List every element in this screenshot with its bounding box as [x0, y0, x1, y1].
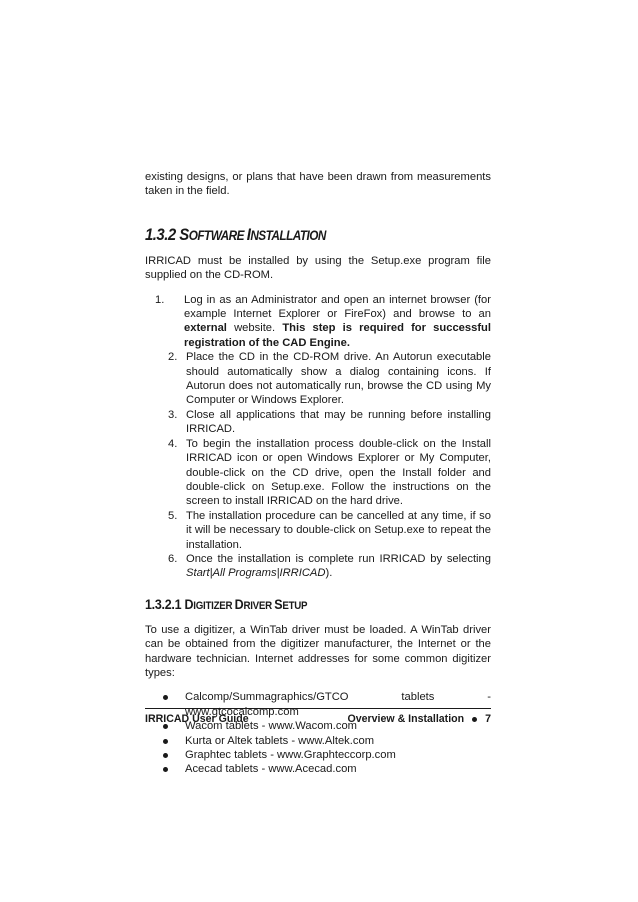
step-item: [145, 408, 491, 437]
list-item-text: Acecad tablets - www.Acecad.com: [185, 763, 357, 776]
step-item: [145, 552, 491, 581]
step-item: [145, 350, 491, 408]
step-item: [145, 437, 491, 509]
step-number: 6.: [168, 552, 178, 565]
list-item-text: Graphtec tablets - www.Graphteccorp.com: [185, 749, 396, 761]
subsection-title: [185, 597, 308, 612]
section-title-cap-i: I: [246, 224, 251, 244]
step-item: [145, 293, 491, 351]
list-item-spread-line: [185, 690, 491, 704]
step-text: Close all applications that may be running before installing IRRICAD.: [186, 408, 491, 436]
list-item: [145, 762, 491, 776]
footer-section-title: Overview & Installation: [347, 713, 465, 725]
subsection-title-rest-dr: RIVER: [243, 599, 275, 612]
step-bold-external: external: [184, 322, 227, 335]
subsection-title-rest-d: IGITIZER: [193, 599, 235, 612]
list-item-text: Calcomp/Summagraphics/GTCO: [185, 691, 349, 704]
step-text: Log in as an Administrator and open an internet browser (for example Internet Explorer or FireFox) and browse to an: [184, 293, 491, 321]
step-text-end: ).: [325, 567, 333, 580]
step-item: [145, 509, 491, 552]
list-item-text: Wacom tablets - www.Wacom.com: [185, 720, 357, 733]
section-title-cap-s: S: [179, 224, 189, 244]
digitizer-list: [145, 690, 491, 776]
step-number: 3.: [168, 408, 178, 421]
footer-guide-title: IRRICAD User Guide: [145, 713, 249, 725]
bullet-icon: [472, 717, 477, 722]
list-item: [145, 734, 491, 748]
step-number: 2.: [168, 351, 178, 364]
section-heading: [145, 225, 449, 246]
step-text: Once the installation is complete run IRRICAD by selecting: [186, 552, 491, 565]
page-number: 7: [485, 713, 491, 725]
step-number: 5.: [168, 509, 178, 522]
subsection-intro: To use a digitizer, a WinTab driver must be loaded. A WinTab driver can be obtained from the digitizer manufacturer, the Internet or the hardware technician. Internet addresses for some common digitizer types:: [145, 623, 491, 679]
subsection-number: 1.3.2.1: [145, 596, 182, 612]
step-italic-path: Start|All Programs|IRRICAD: [186, 567, 326, 580]
bullet-icon: [163, 739, 168, 744]
subsection-title-rest-s: ETUP: [282, 599, 308, 612]
list-item-text: tablets: [401, 691, 435, 704]
list-item: [145, 748, 491, 762]
section-intro: IRRICAD must be installed by using the Setup.exe program file supplied on the CD-ROM.: [145, 254, 491, 282]
step-number: 4.: [168, 437, 178, 450]
section-title-rest-s: OFTWARE: [188, 227, 247, 243]
section-title: [179, 225, 326, 244]
step-text-mid: website.: [226, 322, 283, 335]
bullet-icon: [163, 695, 168, 700]
subsection-title-cap-s: S: [274, 596, 283, 612]
list-item-text: -: [487, 691, 491, 704]
list-item-url: www.gtcocalcomp.com: [185, 705, 299, 718]
step-text: The installation procedure can be cancelled at any time, if so it will be necessary to double-click on Setup.exe to repeat the installation.: [186, 509, 491, 551]
step-text: To begin the installation process double-click on the Install IRRICAD icon or open Windows Explorer or My Computer, double-click on the CD drive, open the Install folder and double-click on Setup.exe. Follow the instructions on the screen to install IRRICAD on the hard drive.: [186, 437, 491, 508]
intro-paragraph: existing designs, or plans that have been drawn from measurements taken in the field.: [145, 171, 491, 198]
bullet-icon: [163, 767, 168, 772]
subsection-heading: [145, 597, 463, 614]
page-body: [145, 170, 491, 777]
section-title-rest-i: NSTALLATION: [250, 227, 326, 243]
list-item-text: Kurta or Altek tablets - www.Altek.com: [185, 734, 375, 747]
subsection-title-cap-d: D: [184, 596, 194, 612]
section-number: 1.3.2: [145, 224, 176, 244]
step-bold-required: This step is required for successful registration of the CAD Engine.: [184, 322, 491, 349]
installation-steps: [145, 293, 491, 581]
footer-right: [348, 713, 491, 726]
step-number: 1.: [155, 293, 165, 306]
subsection-title-cap-dr: D: [234, 596, 244, 612]
page-footer: [145, 708, 491, 726]
bullet-icon: [163, 753, 168, 758]
step-text: Place the CD in the CD-ROM drive. An Autorun executable should automatically show a dialog containing icons. If Autorun does not automatically run, browse the CD using My Computer or Windows Explorer.: [186, 351, 491, 407]
